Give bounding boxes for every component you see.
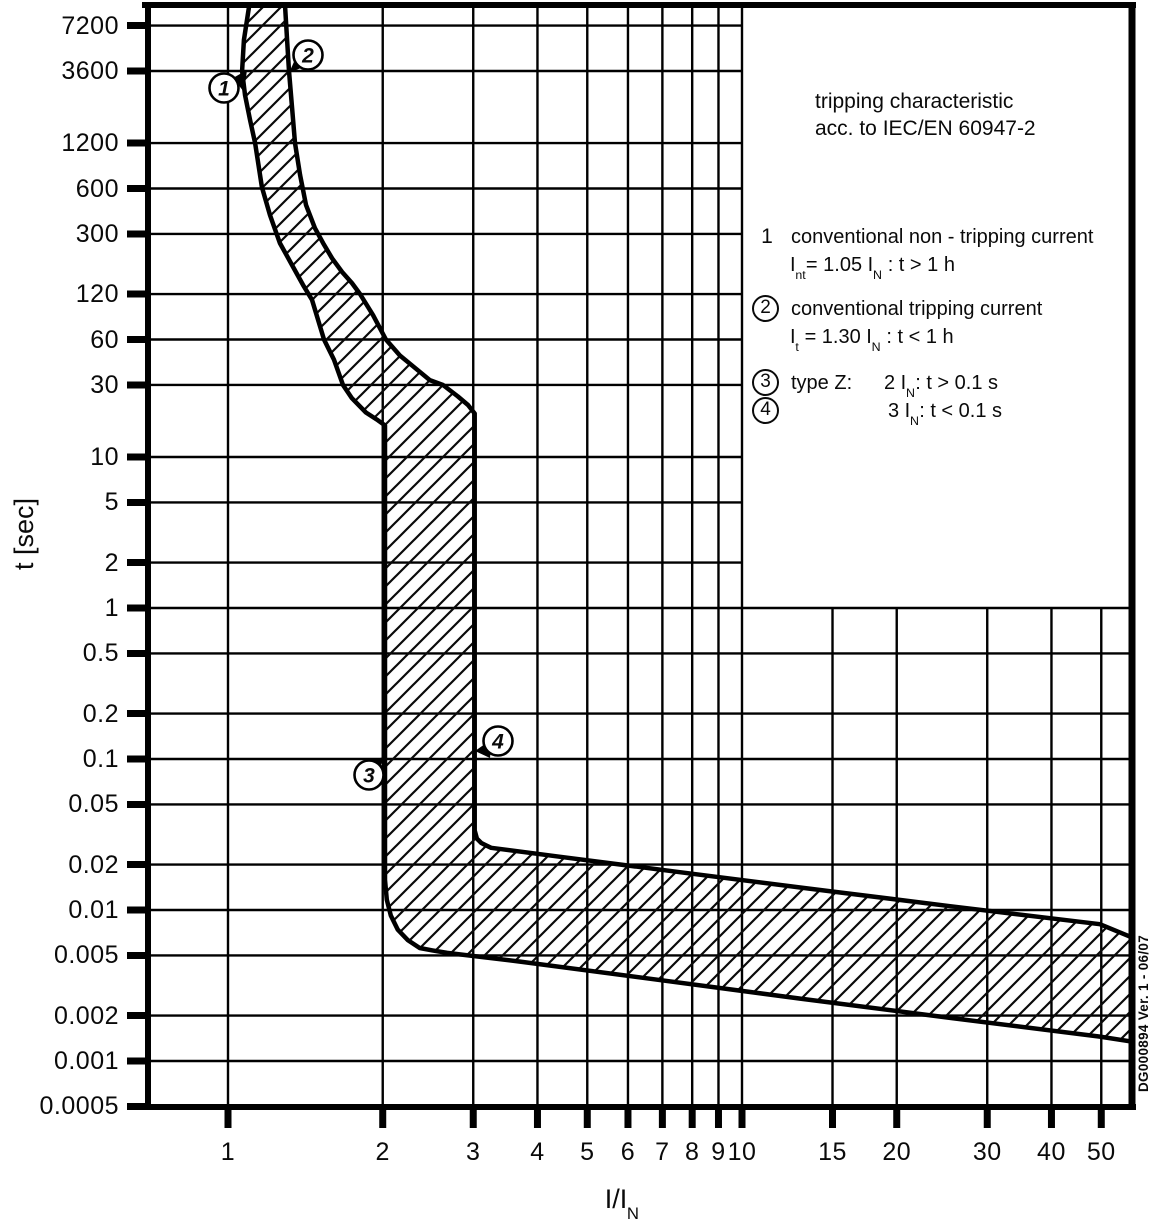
legend-item-1-text: conventional non - tripping current — [791, 226, 1094, 248]
y-tick-label-3600: 3600 — [61, 57, 119, 85]
y-tick-label-7200: 7200 — [61, 11, 119, 40]
legend-item-3-number: 3 — [752, 369, 779, 396]
y-tick-label-10: 10 — [90, 443, 119, 471]
x-tick-label-8: 8 — [684, 1138, 700, 1166]
x-tick-label-2: 2 — [375, 1138, 390, 1166]
y-tick-label-30: 30 — [90, 370, 119, 399]
x-tick-label-4: 4 — [530, 1138, 545, 1166]
y-tick-label-600: 600 — [75, 174, 119, 203]
y-tick-label-0.5: 0.5 — [82, 639, 119, 668]
y-tick-label-0.05: 0.05 — [68, 790, 119, 819]
x-tick-label-30: 30 — [972, 1138, 1002, 1166]
chart-title-line2: acc. to IEC/EN 60947-2 — [815, 117, 1036, 140]
y-axis-title: t [sec] — [9, 497, 39, 571]
marker-number-1: 1 — [218, 77, 230, 101]
x-tick-label-15: 15 — [818, 1138, 847, 1166]
legend-item-3-formula: 2 $I_N$: t > 0.1 s — [884, 372, 999, 401]
doc-version-watermark: DG000894 Ver. 1 - 06/07 — [1136, 934, 1151, 1092]
legend-item-2-formula: $I_t = 1.30$ $I_N$ : t < 1 h — [790, 326, 954, 355]
marker-number-4: 4 — [492, 730, 504, 754]
y-tick-label-0.01: 0.01 — [68, 896, 119, 924]
chart-title-line1: tripping characteristic — [815, 90, 1014, 113]
legend-item-3-text: type Z: — [791, 372, 853, 394]
x-tick-label-6: 6 — [620, 1138, 636, 1166]
y-tick-label-1200: 1200 — [61, 129, 119, 158]
x-tick-label-3: 3 — [466, 1138, 481, 1166]
x-tick-label-9: 9 — [711, 1138, 726, 1166]
y-tick-label-0.001: 0.001 — [53, 1047, 119, 1075]
legend-item-1-number: 1 — [761, 225, 773, 248]
y-tick-label-5: 5 — [104, 488, 119, 517]
legend-item-2-number: 2 — [752, 295, 779, 322]
marker-number-2: 2 — [302, 44, 314, 68]
legend-item-2-text: conventional tripping current — [791, 298, 1043, 320]
y-tick-label-120: 120 — [75, 280, 119, 309]
y-tick-label-0.2: 0.2 — [82, 699, 119, 728]
y-tick-label-1: 1 — [104, 594, 119, 622]
x-tick-label-5: 5 — [580, 1138, 595, 1166]
y-tick-label-300: 300 — [75, 219, 119, 248]
tripping-tolerance-band — [242, 5, 1133, 1042]
y-tick-label-0.1: 0.1 — [82, 745, 119, 773]
x-tick-label-50: 50 — [1086, 1138, 1116, 1166]
x-axis-title: $I/I_N$ — [604, 1184, 639, 1224]
y-tick-label-60: 60 — [90, 325, 119, 354]
legend-item-4-formula: 3 $I_N$: t < 0.1 s — [888, 400, 1003, 429]
y-tick-label-2: 2 — [104, 548, 119, 577]
legend-item-1-formula: $I_{nt}= 1.05$ $I_N$ : t > 1 h — [790, 254, 955, 283]
x-tick-label-20: 20 — [882, 1138, 912, 1166]
x-tick-label-1: 1 — [220, 1138, 236, 1166]
y-tick-label-0.002: 0.002 — [53, 1001, 119, 1030]
y-tick-label-0.02: 0.02 — [68, 850, 119, 879]
x-tick-label-40: 40 — [1037, 1138, 1066, 1166]
x-tick-label-10: 10 — [727, 1138, 757, 1166]
legend-item-4-number: 4 — [752, 397, 779, 424]
y-tick-label-0.0005: 0.0005 — [39, 1092, 119, 1121]
x-tick-label-7: 7 — [655, 1138, 670, 1166]
y-tick-label-0.005: 0.005 — [53, 941, 119, 970]
marker-number-3: 3 — [363, 764, 375, 788]
